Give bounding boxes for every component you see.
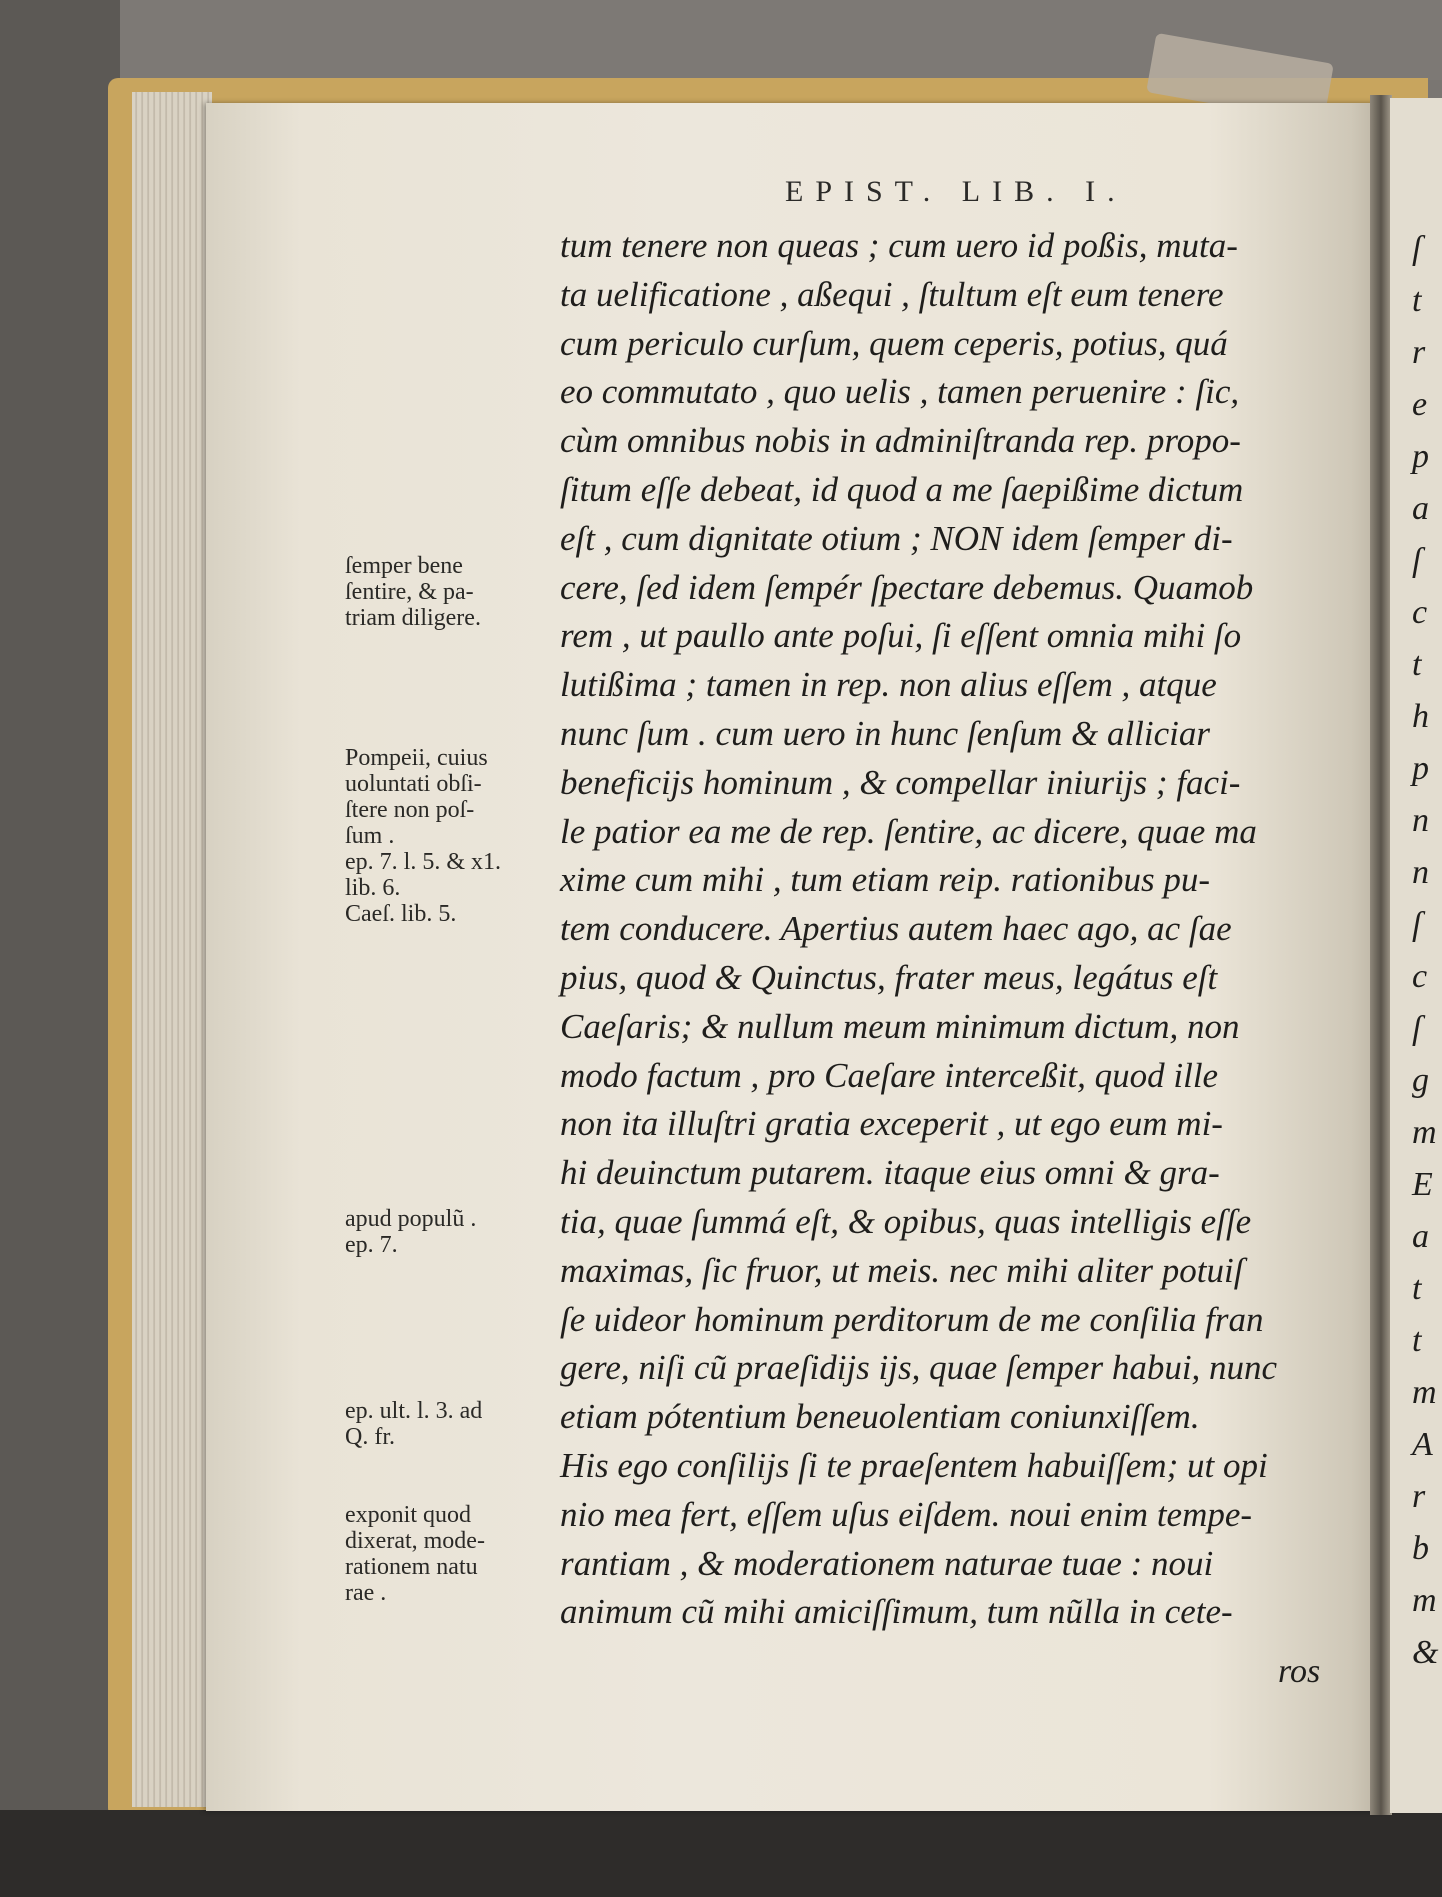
- margin-note-line: Caeſ. lib. 5.: [345, 901, 457, 927]
- catchword: ros: [1278, 1653, 1321, 1690]
- margin-note-line: ep. 7.: [345, 1232, 398, 1258]
- margin-note-line: ep. 7. l. 5. & x1.: [345, 849, 501, 875]
- margin-note-line: dixerat, mode-: [345, 1528, 485, 1554]
- text-line: hi deuinctum putarem. itaque eius omni & gra-: [560, 1153, 1220, 1193]
- facing-page-letter: h: [1412, 698, 1429, 735]
- running-title: EPIST. LIB. I.: [785, 175, 1127, 208]
- text-line: cere, ſed idem ſempér ſpectare debemus. Quamob: [560, 567, 1254, 607]
- margin-note: [345, 1502, 560, 1606]
- facing-page-letter: ſ: [1412, 906, 1422, 943]
- facing-page-letter: A: [1412, 1426, 1433, 1463]
- text-line: ſe uideor hominum perditorum de me conſilia fran: [560, 1299, 1264, 1339]
- facing-page-letter: r: [1412, 334, 1426, 371]
- margin-note: [345, 745, 560, 927]
- facing-page-letter: b: [1412, 1530, 1429, 1567]
- facing-page-letter: t: [1412, 1270, 1422, 1307]
- main-text-block: [560, 222, 1380, 1637]
- facing-page-letter: ſ: [1412, 542, 1422, 579]
- text-line: modo factum , pro Caeſare interceßit, quod ille: [560, 1055, 1219, 1095]
- margin-note-line: rationem natu: [345, 1554, 478, 1580]
- text-line: le patior ea me de rep. ſentire, ac dicere, quae ma: [560, 811, 1257, 851]
- facing-page-letter: &: [1412, 1634, 1439, 1671]
- text-line: non ita illuſtri gratia exceperit , ut ego eum mi-: [560, 1104, 1223, 1144]
- margin-note-line: uoluntati obſi-: [345, 771, 482, 797]
- text-line: tem conducere. Apertius autem haec ago, ac ſae: [560, 909, 1232, 949]
- margin-note: [345, 1398, 560, 1450]
- margin-note-line: ep. ult. l. 3. ad: [345, 1398, 483, 1424]
- text-line: nunc ſum . cum uero in hunc ſenſum & alliciar: [560, 713, 1210, 753]
- margin-note-line: apud populũ .: [345, 1206, 477, 1232]
- facing-page-letter: e: [1412, 386, 1428, 423]
- margin-note-line: lib. 6.: [345, 875, 401, 901]
- page-edges: [132, 92, 212, 1807]
- facing-page-letter: E: [1412, 1166, 1433, 1203]
- facing-page-letter: r: [1412, 1478, 1426, 1515]
- text-line: ſitum eſſe debeat, id quod a me ſaepißime dictum: [560, 469, 1244, 509]
- text-line: cùm omnibus nobis in adminiſtranda rep. propo-: [560, 421, 1241, 461]
- margin-note: [345, 1206, 560, 1258]
- text-line: rantiam , & moderationem naturae tuae : noui: [560, 1543, 1214, 1583]
- margin-note-line: Q. fr.: [345, 1424, 395, 1450]
- text-line: beneficijs hominum , & compellar iniurijs ; faci-: [560, 762, 1241, 802]
- text-line: xime cum mihi , tum etiam reip. rationibus pu-: [560, 860, 1211, 900]
- text-line: eſt , cum dignitate otium ; NON idem ſemper di-: [560, 518, 1233, 558]
- margin-note-line: ſentire, & pa-: [345, 579, 474, 605]
- text-line: ta uelificatione , aßequi , ſtultum eſt eum tenere: [560, 274, 1224, 314]
- text-line: animum cũ mihi amiciſſimum, tum nũlla in cete-: [560, 1592, 1233, 1632]
- facing-page-letter: m: [1412, 1374, 1437, 1411]
- text-line: tum tenere non queas ; cum uero id poßis, muta-: [560, 226, 1238, 265]
- facing-page-letter: ſ: [1412, 230, 1422, 267]
- facing-page-letter: t: [1412, 646, 1422, 683]
- facing-page-letter: m: [1412, 1114, 1437, 1151]
- margin-note-line: Pompeii, cuius: [345, 745, 488, 771]
- text-line: gere, niſi cũ praeſidijs ijs, quae ſemper habui, nunc: [560, 1348, 1278, 1388]
- facing-page-letter: t: [1412, 1322, 1422, 1359]
- margin-note-line: ſtere non poſ-: [345, 797, 475, 823]
- text-line: cum periculo curſum, quem ceperis, potius, quá: [560, 323, 1228, 363]
- facing-page-letter: a: [1412, 490, 1429, 527]
- facing-page-letter: g: [1412, 1062, 1429, 1099]
- text-line: Caeſaris; & nullum meum minimum dictum, non: [560, 1006, 1240, 1046]
- facing-page-letter: a: [1412, 1218, 1429, 1255]
- margin-note-line: ſum .: [345, 823, 395, 849]
- text-line: His ego conſilijs ſi te praeſentem habuiſſem; ut opi: [560, 1445, 1268, 1485]
- margin-note-line: rae .: [345, 1580, 387, 1606]
- scan-bottom-edge: [0, 1810, 1442, 1897]
- margin-note-line: triam diligere.: [345, 605, 481, 631]
- margin-note-line: exponit quod: [345, 1502, 471, 1528]
- text-line: rem , ut paullo ante poſui, ſi eſſent omnia mihi ſo: [560, 616, 1242, 656]
- facing-page-letter: n: [1412, 854, 1429, 891]
- text-line: lutißima ; tamen in rep. non alius eſſem , atque: [560, 665, 1217, 705]
- text-line: etiam pótentium beneuolentiam coniunxiſſem.: [560, 1397, 1200, 1437]
- margin-note-line: ſemper bene: [345, 553, 463, 579]
- text-line: pius, quod & Quinctus, frater meus, legátus eſt: [560, 957, 1218, 997]
- facing-page-letter: n: [1412, 802, 1429, 839]
- scan-left-edge: [0, 0, 120, 1897]
- facing-page-letter: m: [1412, 1582, 1437, 1619]
- facing-page-letter: c: [1412, 594, 1428, 631]
- text-line: maximas, ſic fruor, ut meis. nec mihi aliter potuiſ: [560, 1250, 1244, 1290]
- facing-page-letter: p: [1412, 438, 1429, 475]
- facing-page-letter: t: [1412, 282, 1422, 319]
- margin-note: [345, 553, 560, 631]
- text-line: tia, quae ſummá eſt, & opibus, quas intelligis eſſe: [560, 1201, 1252, 1241]
- facing-page-letter: p: [1412, 750, 1429, 787]
- facing-page-letter: ſ: [1412, 1010, 1422, 1047]
- text-line: eo commutato , quo uelis , tamen peruenire : ſic,: [560, 372, 1240, 412]
- facing-page-letter: c: [1412, 958, 1428, 995]
- text-line: nio mea fert, eſſem uſus eiſdem. noui enim tempe-: [560, 1494, 1253, 1534]
